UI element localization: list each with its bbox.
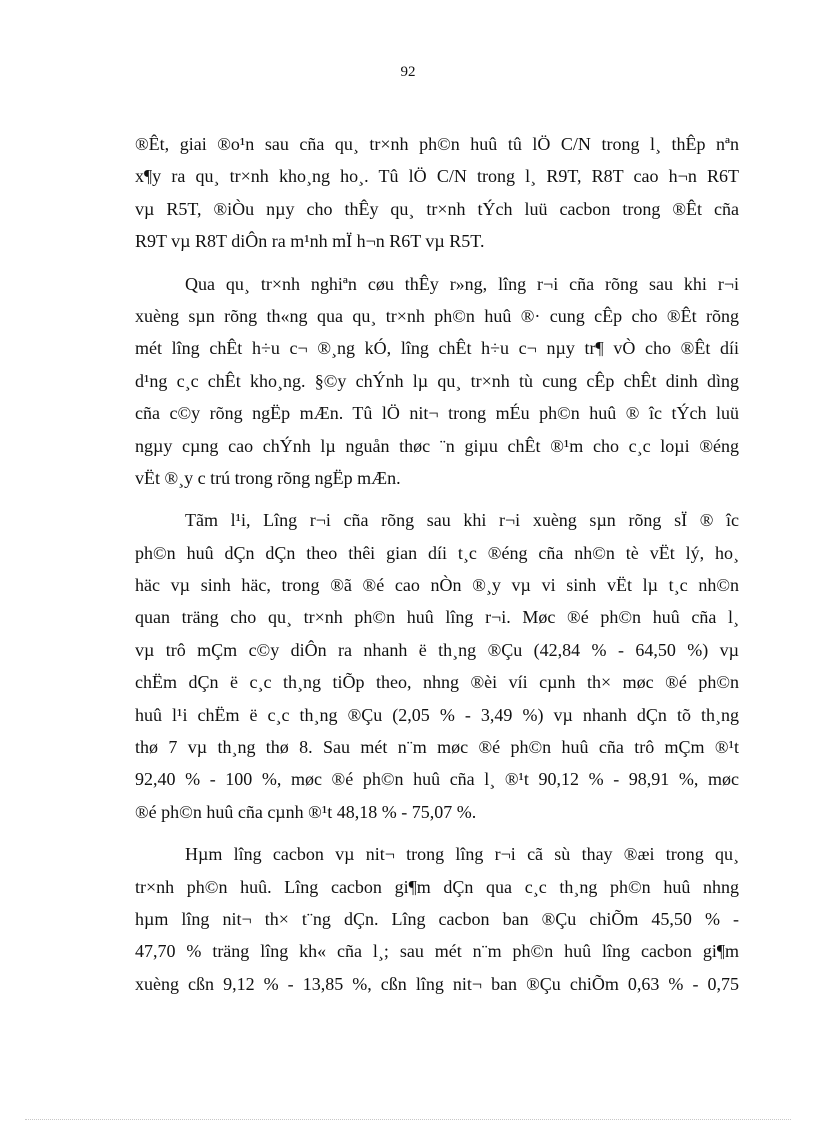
paragraph [135, 504, 739, 828]
text-line: quan träng cho qu¸ tr×nh ph©n huû lîng r¬i. Møc ®é ph©n huû cña l¸ [135, 607, 739, 628]
text-line: vµ R5T, ®iÒu nµy cho thÊy qu¸ tr×nh tÝch luü cacbon trong ®Êt cña [135, 198, 739, 219]
text-line: Qua qu¸ tr×nh nghiªn cøu thÊy r»ng, lîng r¬i cña rõng sau khi r¬i [185, 273, 739, 294]
text-line: tr×nh ph©n huû. Lîng cacbon gi¶m dÇn qua c¸c th¸ng ph©n huû nhng [135, 876, 739, 897]
text-line: Hµm lîng cacbon vµ nit¬ trong lîng r¬i cã sù thay ®æi trong qu¸ [185, 844, 739, 865]
text-line: 47,70 % träng lîng kh« cña l¸; sau mét n¨m ph©n huû lîng cacbon gi¶m [135, 941, 739, 962]
text-line: ngµy cµng cao chÝnh lµ nguån thøc ¨n giµu chÊt ®¹m cho c¸c loµi ®éng [135, 435, 739, 456]
text-line: Tãm l¹i, Lîng r¬i cña rõng sau khi r¬i xuèng sµn rõng sÏ ® îc [185, 510, 739, 531]
text-line: hµm lîng nit¬ th× t¨ng dÇn. Lîng cacbon ban ®Çu chiÕm 45,50 % - [135, 908, 739, 929]
text-line: huû l¹i chËm ë c¸c th¸ng ®Çu (2,05 % - 3,49 %) vµ nhanh dÇn tõ th¸ng [135, 704, 739, 725]
text-line: R9T vµ R8T diÔn ra m¹nh mÏ h¬n R6T vµ R5T. [135, 231, 485, 252]
page-number: 92 [400, 64, 416, 80]
text-line: vËt ®¸y c trú trong rõng ngËp mÆn. [135, 467, 401, 488]
text-line: ph©n huû dÇn dÇn theo thêi gian díi t¸c ®éng cña nh©n tè vËt lý, ho¸ [135, 542, 739, 563]
paragraph [135, 838, 739, 1000]
text-line: ®é ph©n huû cña cµnh ®¹t 48,18 % - 75,07 %. [135, 801, 477, 822]
text-line: cña c©y rõng ngËp mÆn. Tû lÖ nit¬ trong mÉu ph©n huû ® îc tÝch luü [135, 403, 739, 424]
text-line: d¹ng c¸c chÊt kho¸ng. §©y chÝnh lµ qu¸ tr×nh tù cung cÊp chÊt dinh dìng [135, 370, 739, 391]
text-line: häc vµ sinh häc, trong ®ã ®é cao nÒn ®¸y vµ vi sinh vËt lµ t¸c nh©n [135, 575, 739, 596]
text-line: vµ trô mÇm c©y diÔn ra nhanh ë th¸ng ®Çu (42,84 % - 64,50 %) vµ [135, 639, 739, 660]
paragraph [135, 268, 739, 495]
text-line: mét lîng chÊt h÷u c¬ ®¸ng kÓ, lîng chÊt h÷u c¬ nµy tr¶ vÒ cho ®Êt díi [135, 338, 739, 359]
text-line: 92,40 % - 100 %, møc ®é ph©n huû cña l¸ ®¹t 90,12 % - 98,91 %, møc [135, 769, 739, 790]
text-line: xuèng cßn 9,12 % - 13,85 %, cßn lîng nit¬ ban ®Çu chiÕm 0,63 % - 0,75 [135, 973, 739, 994]
body-text [135, 128, 739, 1000]
text-line: xuèng sµn rõng th«ng qua qu¸ tr×nh ph©n huû ®· cung cÊp cho ®Êt rõng [135, 305, 739, 326]
page-bottom-rule [25, 1119, 791, 1120]
text-line: thø 7 vµ th¸ng thø 8. Sau mét n¨m møc ®é ph©n huû cña trô mÇm ®¹t [135, 737, 739, 758]
text-line: x¶y ra qu¸ tr×nh kho¸ng ho¸. Tû lÖ C/N trong l¸ R9T, R8T cao h¬n R6T [135, 166, 739, 187]
text-line: chËm dÇn ë c¸c th¸ng tiÕp theo, nhng ®èi víi cµnh th× møc ®é ph©n [135, 672, 739, 693]
paragraph [135, 128, 739, 258]
text-line: ®Êt, giai ®o¹n sau cña qu¸ tr×nh ph©n huû tû lÖ C/N trong l¸ thÊp nªn [135, 134, 739, 154]
